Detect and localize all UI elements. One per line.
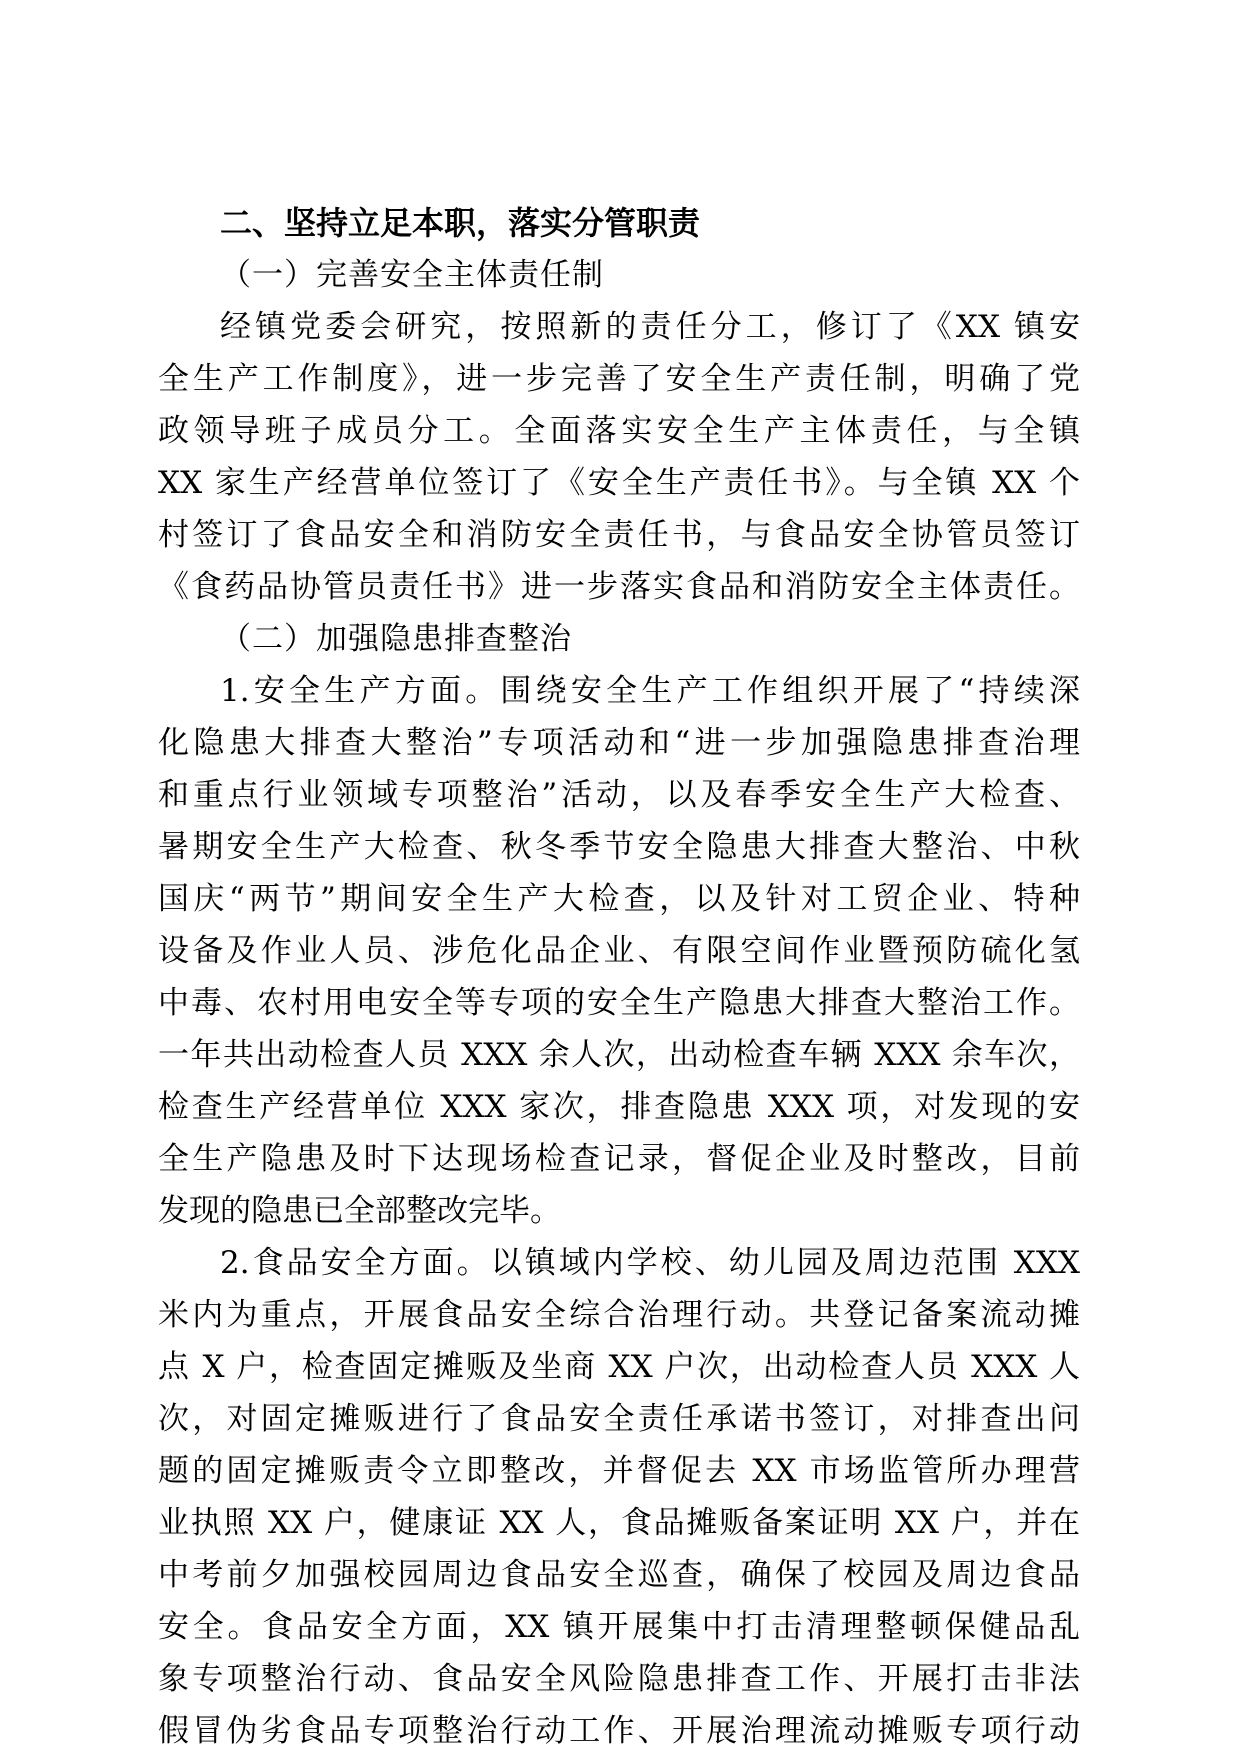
paragraph-line: 政领导班子成员分工。全面落实安全生产主体责任，与全镇 <box>158 413 1080 449</box>
paragraph-line: 次，对固定摊贩进行了食品安全责任承诺书签订，对排查出问 <box>158 1401 1080 1437</box>
paragraph-line: 发现的隐患已全部整改完毕。 <box>158 1193 561 1229</box>
paragraph-line: XX 家生产经营单位签订了《安全生产责任书》。与全镇 XX 个 <box>158 465 1080 501</box>
paragraph-line: 2.食品安全方面。以镇域内学校、幼儿园及周边范围 XXX <box>220 1245 1080 1281</box>
paragraph-production-safety <box>158 665 1080 1237</box>
paragraph-line: 业执照 XX 户，健康证 XX 人，食品摊贩备案证明 XX 户，并在 <box>158 1505 1080 1541</box>
paragraph-line: 经镇党委会研究，按照新的责任分工，修订了《XX 镇安 <box>220 309 1080 345</box>
paragraph-line: 国庆“两节”期间安全生产大检查，以及针对工贸企业、特种 <box>158 881 1080 917</box>
paragraph-line: 村签订了食品安全和消防安全责任书，与食品安全协管员签订 <box>158 517 1080 553</box>
section-heading: 二、坚持立足本职，落实分管职责 <box>220 204 701 242</box>
paragraph-line: 化隐患大排查大整治”专项活动和“进一步加强隐患排查治理 <box>158 725 1080 761</box>
paragraph-line: 《食药品协管员责任书》进一步落实食品和消防安全主体责任。 <box>158 569 1080 605</box>
subsection-title-2: （二）加强隐患排查整治 <box>220 621 572 657</box>
paragraph-line: 安全。食品安全方面，XX 镇开展集中打击清理整顿保健品乱 <box>158 1609 1080 1645</box>
paragraph-line: 中毒、农村用电安全等专项的安全生产隐患大排查大整治工作。 <box>158 985 1080 1021</box>
paragraph-line: 暑期安全生产大检查、秋冬季节安全隐患大排查大整治、中秋 <box>158 829 1080 865</box>
paragraph-line: 和重点行业领域专项整治”活动，以及春季安全生产大检查、 <box>158 777 1080 813</box>
paragraph-responsibility <box>158 301 1080 613</box>
paragraph-line: 全生产工作制度》，进一步完善了安全生产责任制，明确了党 <box>158 361 1080 397</box>
paragraph-line: 假冒伪劣食品专项整治行动工作、开展治理流动摊贩专项行动 <box>158 1713 1080 1749</box>
paragraph-line: 1.安全生产方面。围绕安全生产工作组织开展了“持续深 <box>220 673 1080 709</box>
paragraph-line: 全生产隐患及时下达现场检查记录，督促企业及时整改，目前 <box>158 1141 1080 1177</box>
paragraph-line: 题的固定摊贩责令立即整改，并督促去 XX 市场监管所办理营 <box>158 1453 1080 1489</box>
paragraph-line: 象专项整治行动、食品安全风险隐患排查工作、开展打击非法 <box>158 1661 1080 1697</box>
paragraph-line: 一年共出动检查人员 XXX 余人次，出动检查车辆 XXX 余车次， <box>158 1037 1080 1073</box>
paragraph-line: 米内为重点，开展食品安全综合治理行动。共登记备案流动摊 <box>158 1297 1080 1333</box>
paragraph-food-safety <box>158 1237 1080 1757</box>
paragraph-line: 点 X 户，检查固定摊贩及坐商 XX 户次，出动检查人员 XXX 人 <box>158 1349 1080 1385</box>
paragraph-line: 检查生产经营单位 XXX 家次，排查隐患 XXX 项，对发现的安 <box>158 1089 1080 1125</box>
paragraph-line: 中考前夕加强校园周边食品安全巡查，确保了校园及周边食品 <box>158 1557 1080 1593</box>
paragraph-line: 设备及作业人员、涉危化品企业、有限空间作业暨预防硫化氢 <box>158 933 1080 969</box>
subsection-title-1: （一）完善安全主体责任制 <box>220 257 604 293</box>
document-body <box>158 197 1080 1757</box>
